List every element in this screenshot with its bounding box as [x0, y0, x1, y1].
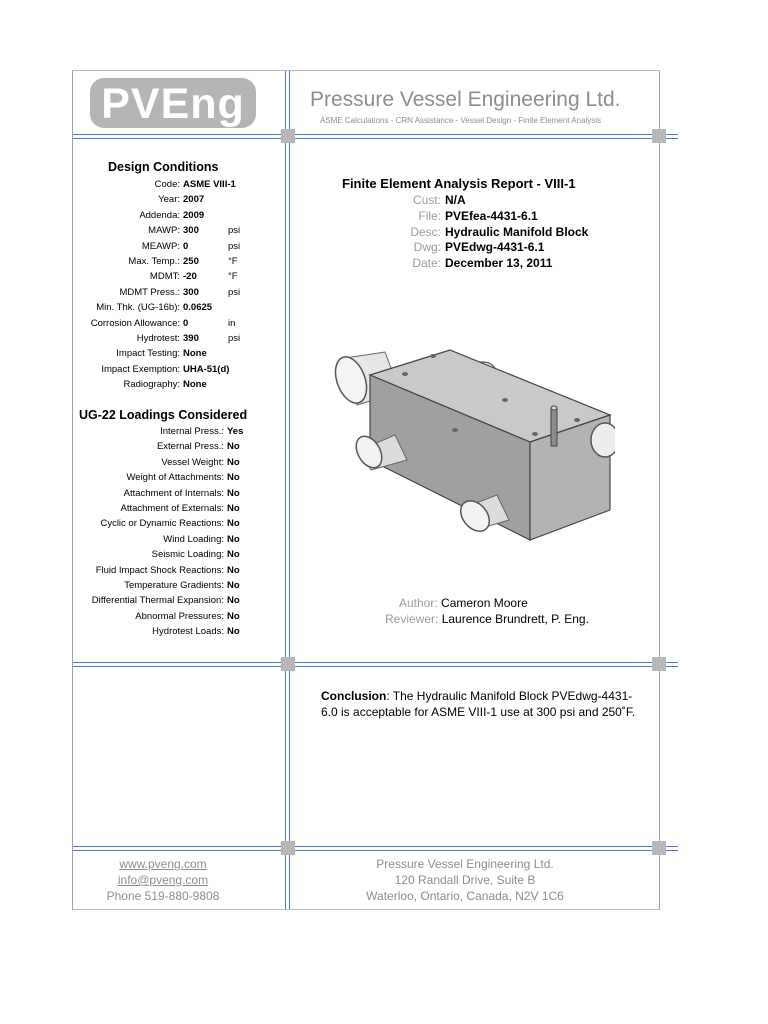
- design-condition-row: [70, 192, 205, 207]
- design-condition-row: [70, 223, 241, 238]
- loading-value: No: [227, 472, 240, 484]
- condition-unit: °F: [228, 256, 238, 267]
- logo-text: PVEng: [101, 80, 245, 128]
- address-company: Pressure Vessel Engineering Ltd.: [376, 857, 554, 871]
- design-condition-row: [70, 377, 207, 392]
- loading-value: No: [227, 580, 240, 591]
- loading-label: Attachment of Externals:: [120, 503, 224, 514]
- author-line: [399, 595, 528, 611]
- conclusion-body: : The Hydraulic Manifold Block PVEdwg-4431-6.0 is acceptable for ASME VIII-1 use at 300 psi and 250˚F.: [321, 689, 636, 719]
- pveng-logo: [90, 78, 256, 128]
- loading-row: [70, 439, 240, 454]
- condition-label: Year:: [158, 194, 180, 206]
- frame-node: [652, 657, 666, 671]
- website-link[interactable]: www.pveng.com: [119, 857, 207, 871]
- loading-row: [70, 455, 240, 470]
- loading-value: No: [227, 487, 240, 499]
- report-meta-row: [300, 224, 589, 240]
- divider-footer: [72, 846, 678, 851]
- loading-row: [70, 424, 244, 439]
- design-condition-row: [70, 177, 236, 192]
- author-name: Cameron Moore: [441, 596, 528, 610]
- loading-label: Cyclic or Dynamic Reactions:: [100, 518, 224, 530]
- loading-value: No: [227, 610, 240, 622]
- meta-key: Date:: [412, 256, 441, 271]
- reviewer-label: Reviewer:: [385, 612, 439, 626]
- loading-row: [70, 470, 240, 485]
- condition-value: None: [183, 379, 207, 391]
- loading-label: Seismic Loading:: [151, 549, 224, 561]
- design-condition-row: [70, 300, 213, 315]
- condition-value: 300: [183, 225, 199, 237]
- loading-label: Hydrotest Loads:: [152, 626, 224, 638]
- loading-row: [70, 486, 240, 501]
- condition-unit: °F: [228, 271, 238, 283]
- phone-number: Phone 519-880-9808: [106, 889, 220, 903]
- design-conditions-title: Design Conditions: [108, 160, 219, 174]
- condition-value: None: [183, 348, 207, 360]
- condition-label: Corrosion Allowance:: [90, 317, 180, 329]
- loading-row: [70, 501, 240, 516]
- condition-label: Radiography:: [123, 379, 180, 391]
- loading-label: Fluid Impact Shock Reactions:: [95, 564, 224, 576]
- condition-label: MAWP:: [148, 225, 180, 237]
- condition-value: 0: [183, 317, 189, 329]
- loading-label: Weight of Attachments:: [126, 472, 224, 484]
- meta-value: Hydraulic Manifold Block: [445, 224, 589, 239]
- loading-value: No: [227, 595, 240, 607]
- address-line-2: Waterloo, Ontario, Canada, N2V 1C6: [366, 889, 564, 903]
- loading-value: No: [227, 456, 240, 468]
- address-block: [330, 856, 600, 904]
- report-meta-row: [300, 255, 553, 271]
- meta-value: N/A: [445, 193, 466, 207]
- frame-node: [281, 657, 295, 671]
- loading-value: No: [227, 533, 240, 545]
- meta-key: Dwg:: [413, 240, 441, 255]
- loading-row: [70, 578, 240, 593]
- company-tagline: ASME Calculations - CRN Assistance - Vessel Design - Finite Element Analysis: [320, 116, 601, 125]
- frame-node: [652, 841, 666, 855]
- reviewer-name: Laurence Brundrett, P. Eng.: [441, 612, 589, 626]
- loading-row: [70, 547, 240, 562]
- design-condition-row: [70, 362, 230, 377]
- meta-value: PVEdwg-4431-6.1: [445, 240, 545, 255]
- frame-node: [281, 129, 295, 143]
- loading-label: Abnormal Pressures:: [135, 610, 224, 622]
- reviewer-line: [385, 611, 589, 627]
- loading-value: No: [227, 441, 240, 453]
- condition-unit: psi: [228, 333, 241, 344]
- conclusion-text: [321, 688, 641, 720]
- loading-label: Differential Thermal Expansion:: [91, 595, 224, 607]
- frame-node: [281, 841, 295, 855]
- manifold-block-illustration: [325, 330, 615, 550]
- condition-label: Min. Thk. (UG-16b):: [96, 302, 180, 314]
- loading-value: No: [227, 503, 240, 514]
- loading-label: Attachment of Internals:: [123, 487, 224, 499]
- loading-label: Temperature Gradients:: [124, 580, 224, 591]
- report-meta-row: [300, 239, 545, 255]
- condition-label: Addenda:: [139, 209, 180, 221]
- divider-header: [72, 134, 678, 139]
- loading-row: [70, 532, 240, 547]
- condition-value: UHA-51(d): [183, 363, 230, 375]
- loading-value: No: [227, 518, 240, 530]
- loading-row: [70, 563, 240, 578]
- frame-bottom: [72, 909, 660, 910]
- meta-key: Cust:: [412, 193, 441, 207]
- condition-value: 390: [183, 333, 199, 344]
- condition-label: Max. Temp.:: [128, 256, 180, 267]
- meta-key: Desc:: [410, 224, 441, 239]
- design-condition-row: [70, 208, 205, 223]
- condition-label: Hydrotest:: [136, 333, 180, 344]
- design-condition-row: [70, 239, 241, 254]
- condition-value: 0.0625: [183, 302, 213, 314]
- frame-right: [659, 70, 660, 910]
- design-condition-row: [70, 316, 236, 331]
- loading-value: No: [227, 626, 240, 638]
- loading-row: [70, 516, 240, 531]
- report-meta-row: [300, 192, 466, 208]
- condition-value: ASME VIII-1: [183, 179, 236, 190]
- design-condition-row: [70, 285, 241, 300]
- condition-label: Impact Testing:: [116, 348, 180, 360]
- meta-value: PVEfea-4431-6.1: [445, 208, 538, 223]
- condition-value: 0: [183, 240, 189, 252]
- loading-row: [70, 624, 240, 639]
- report-title: Finite Element Analysis Report - VIII-1: [342, 176, 576, 191]
- company-name: Pressure Vessel Engineering Ltd.: [310, 88, 621, 111]
- frame-node: [652, 129, 666, 143]
- address-line-1: 120 Randall Drive, Suite B: [394, 873, 536, 887]
- loading-value: No: [227, 564, 240, 576]
- condition-value: -20: [183, 271, 197, 283]
- divider-middle: [72, 662, 678, 667]
- loading-label: External Press.:: [156, 441, 224, 453]
- loadings-title: UG-22 Loadings Considered: [79, 408, 248, 422]
- design-condition-row: [70, 269, 238, 284]
- design-condition-row: [70, 254, 238, 269]
- loading-label: Internal Press.:: [160, 426, 224, 437]
- condition-value: 2007: [183, 194, 205, 206]
- contact-block: [92, 856, 234, 904]
- design-condition-row: [70, 331, 241, 346]
- frame-top: [72, 70, 660, 71]
- conclusion-label: Conclusion: [321, 689, 387, 703]
- condition-label: MDMT Press.:: [119, 286, 180, 298]
- condition-label: MDMT:: [149, 271, 180, 283]
- loading-label: Vessel Weight:: [161, 456, 224, 468]
- condition-unit: psi: [228, 225, 241, 237]
- condition-label: Impact Exemption:: [101, 363, 180, 375]
- condition-unit: psi: [228, 286, 241, 298]
- condition-label: MEAWP:: [141, 240, 180, 252]
- loading-value: No: [227, 549, 240, 561]
- meta-value: December 13, 2011: [445, 256, 553, 271]
- condition-value: 2009: [183, 209, 205, 221]
- loading-label: Wind Loading:: [163, 533, 224, 545]
- divider-vertical: [285, 70, 290, 910]
- condition-value: 250: [183, 256, 199, 267]
- loading-row: [70, 609, 240, 624]
- author-label: Author:: [399, 596, 438, 610]
- meta-key: File:: [418, 208, 441, 223]
- loading-value: Yes: [227, 426, 244, 437]
- design-condition-row: [70, 346, 207, 361]
- condition-label: Code:: [154, 179, 180, 190]
- loading-row: [70, 593, 240, 608]
- email-link[interactable]: info@pveng.com: [117, 873, 209, 887]
- condition-unit: in: [228, 317, 236, 329]
- report-meta-row: [300, 208, 538, 224]
- condition-unit: psi: [228, 240, 241, 252]
- condition-value: 300: [183, 286, 199, 298]
